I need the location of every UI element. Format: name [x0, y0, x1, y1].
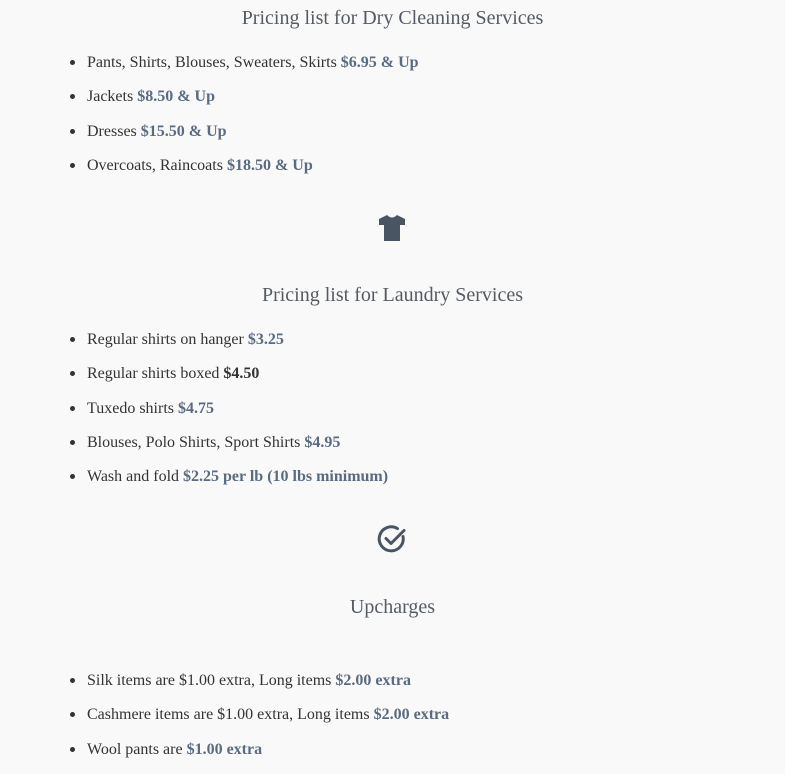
list-item [87, 705, 767, 739]
item-label: Wool pants are [87, 740, 183, 758]
item-price: $15.50 & Up [140, 122, 227, 140]
tshirt-icon [376, 212, 408, 244]
item-label: Regular shirts boxed [87, 365, 220, 383]
dry-cleaning-title: Pricing list for Dry Cleaning Services [241, 7, 544, 29]
upcharges-list [0, 671, 767, 774]
item-price: $4.95 [304, 433, 341, 451]
list-item [87, 433, 767, 467]
item-price: $4.75 [177, 399, 214, 417]
list-item [87, 87, 767, 121]
item-label: Silk items are $1.00 extra, Long items [87, 672, 332, 689]
item-price: $18.50 & Up [226, 156, 313, 174]
list-item [87, 330, 767, 364]
list-item [87, 740, 767, 774]
item-label: Jackets [87, 88, 134, 106]
item-price: $2.00 extra [373, 706, 450, 724]
item-price: $2.00 extra [335, 672, 411, 689]
item-price: $6.95 & Up [340, 54, 419, 71]
list-item [87, 122, 767, 156]
item-price: $3.25 [247, 331, 284, 348]
laundry-title: Pricing list for Laundry Services [261, 284, 524, 306]
list-item [87, 53, 767, 87]
list-item [87, 364, 767, 398]
list-item [87, 671, 767, 705]
laundry-list [0, 330, 767, 501]
item-label: Blouses, Polo Shirts, Sport Shirts [87, 433, 301, 451]
item-price: $4.50 [223, 365, 260, 383]
dry-cleaning-list [0, 53, 767, 190]
item-price: $1.00 extra [186, 740, 263, 758]
item-label: Pants, Shirts, Blouses, Sweaters, Skirts [87, 54, 337, 71]
list-item [87, 399, 767, 433]
item-price: $2.25 per lb (10 lbs minimum) [183, 468, 389, 486]
item-label: Overcoats, Raincoats [87, 156, 223, 174]
list-item [87, 467, 767, 501]
item-label: Tuxedo shirts [87, 399, 174, 417]
item-label: Regular shirts on hanger [87, 331, 244, 348]
item-price: $8.50 & Up [137, 88, 215, 106]
item-label: Dresses [87, 122, 137, 140]
item-label: Wash and fold [87, 468, 180, 486]
list-item [87, 156, 767, 190]
check-circle-icon [376, 523, 408, 555]
item-label: Cashmere items are $1.00 extra, Long items [87, 706, 370, 724]
upcharges-title: Upcharges [349, 596, 436, 618]
